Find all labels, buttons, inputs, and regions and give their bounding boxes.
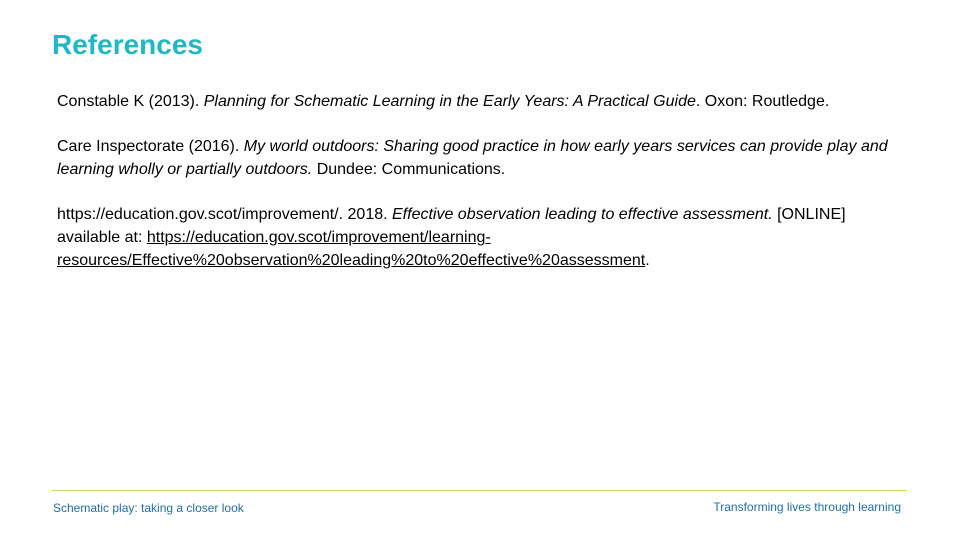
reference-item xyxy=(57,203,907,272)
reference-end-period: . xyxy=(645,252,650,269)
reference-title: Planning for Schematic Learning in the Early Years: A Practical Guide xyxy=(203,93,696,110)
page-title: References xyxy=(52,29,203,60)
reference-author-year: Constable K (2013). xyxy=(57,93,204,110)
reference-online-label: [ONLINE] available at: xyxy=(57,206,846,246)
reference-list xyxy=(57,90,907,283)
reference-title: My world outdoors: Sharing good practice in how early years services can provide play and learning wholly or partially outdoors. xyxy=(57,138,888,178)
footer-subtitle: Schematic play: taking a closer look xyxy=(53,501,244,515)
reference-item xyxy=(57,135,907,181)
reference-publisher: Dundee: Communications. xyxy=(312,161,506,178)
reference-title: Effective observation leading to effective assessment. xyxy=(392,206,773,223)
reference-author-year: Care Inspectorate (2016). xyxy=(57,138,244,155)
footer-tagline: Transforming lives through learning xyxy=(713,500,901,514)
reference-publisher: . Oxon: Routledge. xyxy=(695,93,830,110)
reference-author-year: https://education.gov.scot/improvement/. 2018. xyxy=(57,206,392,223)
footer-divider xyxy=(52,490,907,491)
reference-item xyxy=(57,90,907,113)
reference-link[interactable]: https://education.gov.scot/improvement/learning-resources/Effective%20observation%20leading%20to%20effective%20assessment xyxy=(57,229,646,269)
